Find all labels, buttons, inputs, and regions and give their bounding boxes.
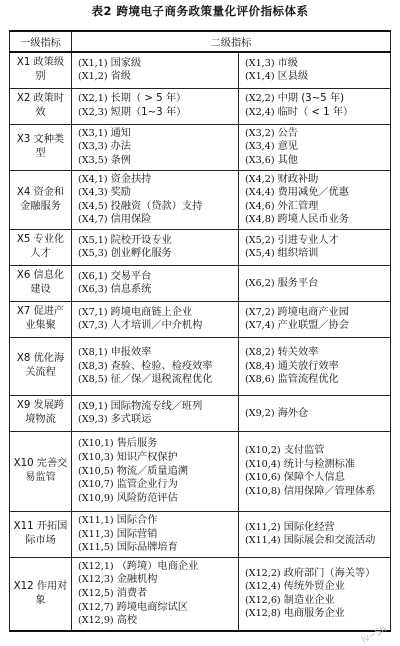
indicator-label: 国家级 bbox=[110, 57, 142, 69]
level2-column-left bbox=[72, 557, 239, 630]
level2-indicator bbox=[78, 127, 236, 141]
indicator-code: (X10,9) bbox=[78, 492, 114, 504]
indicator-code: (X10,5) bbox=[78, 465, 114, 477]
indicator-label: 电商服务企业 bbox=[283, 608, 345, 620]
indicator-code: (X3,4) bbox=[245, 141, 275, 153]
indicator-code: (X12,1) bbox=[78, 560, 114, 572]
level2-indicator bbox=[78, 541, 236, 555]
table-row bbox=[10, 337, 391, 395]
level2-indicator bbox=[245, 485, 388, 499]
indicator-label: 消费者 bbox=[116, 588, 148, 600]
indicator-code: (X9,2) bbox=[245, 407, 275, 419]
level2-column-left bbox=[72, 431, 239, 511]
level2-column-right bbox=[239, 557, 391, 630]
indicator-label: 长期（ > 5 年） bbox=[110, 93, 187, 105]
indicator-code: (X12,4) bbox=[245, 581, 281, 593]
indicator-label: 国际物流专线／班列 bbox=[110, 400, 203, 412]
indicator-code: (X6,2) bbox=[245, 277, 275, 289]
table-title: 表2 跨境电子商务政策量化评价指标体系 bbox=[91, 4, 309, 18]
level2-indicator bbox=[78, 492, 236, 506]
level2-indicator bbox=[78, 92, 236, 106]
indicator-code: (X9,1) bbox=[78, 400, 108, 412]
level2-indicator bbox=[245, 346, 388, 360]
indicator-label: 政府部门（海关等） bbox=[283, 567, 376, 579]
level2-indicator bbox=[245, 92, 388, 106]
level1-indicator: X6 信息化建设 bbox=[10, 265, 72, 301]
indicator-code: (X11,3) bbox=[78, 528, 114, 540]
level2-column-left bbox=[72, 337, 239, 395]
indicator-code: (X7,1) bbox=[78, 306, 108, 318]
indicator-label: 人才培训／中介机构 bbox=[110, 320, 203, 332]
level2-indicator bbox=[245, 319, 388, 333]
indicator-code: (X6,1) bbox=[78, 270, 108, 282]
indicator-label: 奖励 bbox=[110, 187, 131, 199]
indicator-label: 制造业企业 bbox=[283, 594, 335, 606]
indicator-code: (X12,5) bbox=[78, 588, 114, 600]
indicator-code: (X3,3) bbox=[78, 141, 108, 153]
indicator-label: 交易平台 bbox=[110, 270, 152, 282]
level2-indicator bbox=[245, 607, 388, 621]
level2-indicator bbox=[245, 127, 388, 141]
indicator-label: 区县级 bbox=[277, 71, 309, 83]
indicator-code: (X5,1) bbox=[78, 234, 108, 246]
level2-indicator bbox=[78, 373, 236, 387]
indicator-label: 金融机构 bbox=[116, 574, 158, 586]
level2-column-right bbox=[239, 52, 391, 88]
level2-indicator bbox=[78, 154, 236, 168]
level2-indicator bbox=[78, 186, 236, 200]
level2-indicator bbox=[78, 57, 236, 71]
indicator-code: (X10,2) bbox=[245, 445, 281, 457]
level2-column-right bbox=[239, 301, 391, 337]
indicator-label: （跨境）电商企业 bbox=[116, 560, 199, 572]
indicator-code: (X4,1) bbox=[78, 173, 108, 185]
indicator-code: (X4,8) bbox=[245, 214, 275, 226]
level2-indicator bbox=[78, 400, 236, 414]
indicator-code: (X12,9) bbox=[78, 615, 114, 627]
level2-indicator bbox=[78, 106, 236, 120]
level2-column-right bbox=[239, 229, 391, 265]
indicator-label: 风险防范评估 bbox=[116, 492, 178, 504]
indicator-code: (X7,4) bbox=[245, 320, 275, 332]
level2-indicator bbox=[78, 360, 236, 374]
indicator-code: (X12,2) bbox=[245, 567, 281, 579]
indicator-label: 投融资（贷款）支持 bbox=[110, 200, 203, 212]
level2-column-left bbox=[72, 265, 239, 301]
indicator-label: 国际展会和交流活动 bbox=[283, 535, 376, 547]
table-row bbox=[10, 52, 391, 88]
level2-indicator bbox=[245, 57, 388, 71]
indicator-code: (X4,4) bbox=[245, 187, 275, 199]
indicator-code: (X3,6) bbox=[245, 154, 275, 166]
level2-indicator bbox=[245, 567, 388, 581]
indicator-code: (X12,3) bbox=[78, 574, 114, 586]
table-row bbox=[10, 431, 391, 511]
indicator-code: (X8,4) bbox=[245, 360, 275, 372]
indicator-code: (X8,6) bbox=[245, 374, 275, 386]
indicator-code: (X7,2) bbox=[245, 306, 275, 318]
level2-column-right bbox=[239, 337, 391, 395]
indicator-code: (X8,1) bbox=[78, 346, 108, 358]
level2-indicator bbox=[78, 451, 236, 465]
indicator-label: 海外仓 bbox=[277, 407, 309, 419]
level2-column-left bbox=[72, 229, 239, 265]
indicator-code: (X11,1) bbox=[78, 514, 114, 526]
level2-column-left bbox=[72, 52, 239, 88]
indicator-label: 服务平台 bbox=[277, 277, 319, 289]
level2-indicator bbox=[245, 471, 388, 485]
indicator-label: 国际品牌培育 bbox=[116, 542, 178, 554]
indicator-label: 售后服务 bbox=[116, 438, 158, 450]
indicator-label: 知识产权保护 bbox=[116, 451, 178, 463]
indicator-code: (X12,8) bbox=[245, 608, 281, 620]
indicator-label: 通关放行效率 bbox=[277, 360, 339, 372]
indicator-label: 公告 bbox=[277, 127, 298, 139]
indicator-code: (X10,6) bbox=[245, 472, 281, 484]
level1-indicator: X4 资金和金融服务 bbox=[10, 170, 72, 229]
level2-indicator bbox=[245, 213, 388, 227]
level2-indicator bbox=[245, 234, 388, 248]
level2-indicator bbox=[245, 200, 388, 214]
indicator-code: (X4,3) bbox=[78, 187, 108, 199]
indicator-label: 通知 bbox=[110, 127, 131, 139]
level2-indicator bbox=[245, 373, 388, 387]
level2-indicator bbox=[78, 514, 236, 528]
indicator-label: 办法 bbox=[110, 141, 131, 153]
indicator-label: 跨境电商综试区 bbox=[116, 601, 188, 613]
indicator-code: (X3,1) bbox=[78, 127, 108, 139]
level2-indicator bbox=[245, 407, 388, 421]
indicator-label: 跨境电商产业园 bbox=[277, 306, 349, 318]
indicator-label: 传统外贸企业 bbox=[283, 581, 345, 593]
indicator-code: (X11,5) bbox=[78, 542, 114, 554]
level2-indicator bbox=[245, 140, 388, 154]
level2-indicator bbox=[78, 346, 236, 360]
indicator-label: 多式联运 bbox=[110, 414, 152, 426]
level2-column-left bbox=[72, 511, 239, 557]
indicator-code: (X12,7) bbox=[78, 601, 114, 613]
indicator-code: (X2,2) bbox=[245, 93, 275, 105]
indicator-label: 查验、检验、检疫效率 bbox=[110, 360, 213, 372]
level1-indicator: X1 政策级别 bbox=[10, 52, 72, 88]
level1-indicator: X10 完善交易监管 bbox=[10, 431, 72, 511]
level2-indicator bbox=[78, 560, 236, 574]
indicator-label: 监管企业行为 bbox=[116, 479, 178, 491]
level2-indicator bbox=[245, 70, 388, 84]
level1-indicator: X5 专业化人才 bbox=[10, 229, 72, 265]
indicator-label: 统计与检测标准 bbox=[283, 458, 355, 470]
indicator-label: 跨境电商链上企业 bbox=[110, 306, 193, 318]
indicator-code: (X3,2) bbox=[245, 127, 275, 139]
level2-column-right bbox=[239, 124, 391, 170]
indicator-code: (X1,4) bbox=[245, 71, 275, 83]
level2-indicator bbox=[78, 70, 236, 84]
level2-column-right bbox=[239, 431, 391, 511]
level2-indicator bbox=[78, 465, 236, 479]
indicator-label: 资金扶持 bbox=[110, 173, 152, 185]
level2-indicator bbox=[78, 173, 236, 187]
level2-indicator bbox=[78, 528, 236, 542]
level2-column-right bbox=[239, 88, 391, 124]
level2-indicator bbox=[245, 186, 388, 200]
level2-indicator bbox=[78, 573, 236, 587]
indicator-code: (X10,8) bbox=[245, 485, 281, 497]
indicator-label: 物流／质量追溯 bbox=[116, 465, 188, 477]
table-row bbox=[10, 229, 391, 265]
watermark: lv~Sh bbox=[360, 624, 389, 646]
level2-indicator bbox=[245, 534, 388, 548]
indicator-code: (X3,5) bbox=[78, 154, 108, 166]
level2-indicator bbox=[78, 413, 236, 427]
indicator-code: (X8,5) bbox=[78, 374, 108, 386]
level2-indicator bbox=[245, 458, 388, 472]
table-row bbox=[10, 395, 391, 431]
level2-indicator bbox=[78, 200, 236, 214]
level1-indicator: X8 优化海关流程 bbox=[10, 337, 72, 395]
indicator-code: (X11,4) bbox=[245, 535, 281, 547]
indicator-code: (X1,3) bbox=[245, 57, 275, 69]
indicator-label: 组织培训 bbox=[277, 248, 319, 260]
level2-indicator bbox=[245, 106, 388, 120]
table-row bbox=[10, 511, 391, 557]
level2-column-left bbox=[72, 124, 239, 170]
indicator-label: 国际合作 bbox=[116, 514, 158, 526]
indicator-code: (X5,2) bbox=[245, 234, 275, 246]
indicator-code: (X12,6) bbox=[245, 594, 281, 606]
indicator-label: 条例 bbox=[110, 154, 131, 166]
level2-indicator bbox=[78, 270, 236, 284]
level2-indicator bbox=[245, 580, 388, 594]
header-level1: 一级指标 bbox=[10, 31, 72, 52]
level1-indicator: X7 促进产业集聚 bbox=[10, 301, 72, 337]
level2-indicator bbox=[245, 306, 388, 320]
indicator-label: 高校 bbox=[116, 615, 138, 627]
level2-indicator bbox=[245, 277, 388, 291]
indicator-label: 短期（1~3 年） bbox=[110, 107, 187, 118]
table-row bbox=[10, 557, 391, 630]
indicator-label: 院校开设专业 bbox=[110, 234, 172, 246]
table-row bbox=[10, 301, 391, 337]
level2-column-left bbox=[72, 301, 239, 337]
level2-column-left bbox=[72, 170, 239, 229]
level2-indicator bbox=[245, 173, 388, 187]
indicator-code: (X10,1) bbox=[78, 438, 114, 450]
indicator-label: 财政补助 bbox=[277, 173, 319, 185]
level1-indicator: X11 开拓国际市场 bbox=[10, 511, 72, 557]
indicator-label: 跨境人民币业务 bbox=[277, 214, 349, 226]
indicator-label: 监管流程优化 bbox=[277, 374, 339, 386]
indicator-label: 临时（ < 1 年） bbox=[277, 107, 354, 118]
level2-column-right bbox=[239, 511, 391, 557]
level2-column-right bbox=[239, 265, 391, 301]
indicator-code: (X10,7) bbox=[78, 479, 114, 491]
indicator-code: (X10,4) bbox=[245, 458, 281, 470]
indicator-label: 支付监管 bbox=[283, 445, 325, 457]
indicator-label: 其他 bbox=[277, 154, 298, 166]
indicator-label: 外汇管理 bbox=[277, 200, 319, 212]
indicator-code: (X4,7) bbox=[78, 214, 108, 226]
level2-indicator bbox=[245, 247, 388, 261]
indicator-table bbox=[9, 30, 391, 632]
level2-column-right bbox=[239, 395, 391, 431]
table-row bbox=[10, 88, 391, 124]
level2-indicator bbox=[78, 213, 236, 227]
indicator-code: (X1,2) bbox=[78, 71, 108, 83]
indicator-label: 创业孵化服务 bbox=[110, 248, 172, 260]
level2-indicator bbox=[78, 437, 236, 451]
level2-indicator bbox=[78, 247, 236, 261]
level2-indicator bbox=[245, 360, 388, 374]
indicator-label: 市级 bbox=[277, 57, 298, 69]
indicator-code: (X2,1) bbox=[78, 93, 108, 105]
table-row bbox=[10, 124, 391, 170]
level1-indicator: X2 政策时效 bbox=[10, 88, 72, 124]
table-row bbox=[10, 170, 391, 229]
level2-column-left bbox=[72, 395, 239, 431]
indicator-label: 国际化经营 bbox=[283, 521, 335, 533]
level2-indicator bbox=[78, 234, 236, 248]
level2-indicator bbox=[78, 319, 236, 333]
indicator-label: 保障个人信息 bbox=[283, 472, 345, 484]
indicator-label: 申报效率 bbox=[110, 346, 152, 358]
indicator-label: 费用减免／优惠 bbox=[277, 187, 349, 199]
indicator-code: (X5,4) bbox=[245, 248, 275, 260]
level2-column-left bbox=[72, 88, 239, 124]
level2-indicator bbox=[245, 521, 388, 535]
indicator-code: (X2,4) bbox=[245, 107, 275, 118]
indicator-label: 转关效率 bbox=[277, 346, 319, 358]
indicator-code: (X8,3) bbox=[78, 360, 108, 372]
indicator-label: 意见 bbox=[277, 141, 298, 153]
indicator-code: (X10,3) bbox=[78, 451, 114, 463]
header-level2: 二级指标 bbox=[72, 31, 391, 52]
indicator-code: (X7,3) bbox=[78, 320, 108, 332]
level2-indicator bbox=[245, 444, 388, 458]
indicator-code: (X4,2) bbox=[245, 173, 275, 185]
indicator-label: 信息系统 bbox=[110, 284, 152, 296]
indicator-label: 信用保障／管理体系 bbox=[283, 485, 376, 497]
indicator-code: (X1,1) bbox=[78, 57, 108, 69]
level2-indicator bbox=[78, 140, 236, 154]
indicator-label: 信用保险 bbox=[110, 214, 152, 226]
level1-indicator: X9 发展跨境物流 bbox=[10, 395, 72, 431]
table-row bbox=[10, 265, 391, 301]
indicator-label: 产业联盟／协会 bbox=[277, 320, 349, 332]
indicator-label: 中期 (3~5 年) bbox=[277, 93, 345, 105]
level2-indicator bbox=[78, 283, 236, 297]
indicator-code: (X6,3) bbox=[78, 284, 108, 296]
indicator-code: (X9,3) bbox=[78, 414, 108, 426]
indicator-code: (X2,3) bbox=[78, 107, 108, 118]
level2-indicator bbox=[78, 478, 236, 492]
indicator-code: (X4,6) bbox=[245, 200, 275, 212]
level2-indicator bbox=[78, 614, 236, 628]
level2-indicator bbox=[78, 601, 236, 615]
indicator-label: 征／保／退税流程优化 bbox=[110, 374, 213, 386]
indicator-code: (X5,3) bbox=[78, 248, 108, 260]
indicator-code: (X11,2) bbox=[245, 521, 281, 533]
level2-column-right bbox=[239, 170, 391, 229]
level2-indicator bbox=[245, 154, 388, 168]
indicator-code: (X8,2) bbox=[245, 346, 275, 358]
level2-indicator bbox=[78, 306, 236, 320]
level1-indicator: X12 作用对象 bbox=[10, 557, 72, 630]
level2-indicator bbox=[245, 594, 388, 608]
header-row bbox=[10, 31, 391, 52]
indicator-label: 省级 bbox=[110, 71, 131, 83]
indicator-label: 国际营销 bbox=[116, 528, 158, 540]
indicator-code: (X4,5) bbox=[78, 200, 108, 212]
level1-indicator: X3 文种类型 bbox=[10, 124, 72, 170]
indicator-label: 引进专业人才 bbox=[277, 234, 339, 246]
level2-indicator bbox=[78, 587, 236, 601]
